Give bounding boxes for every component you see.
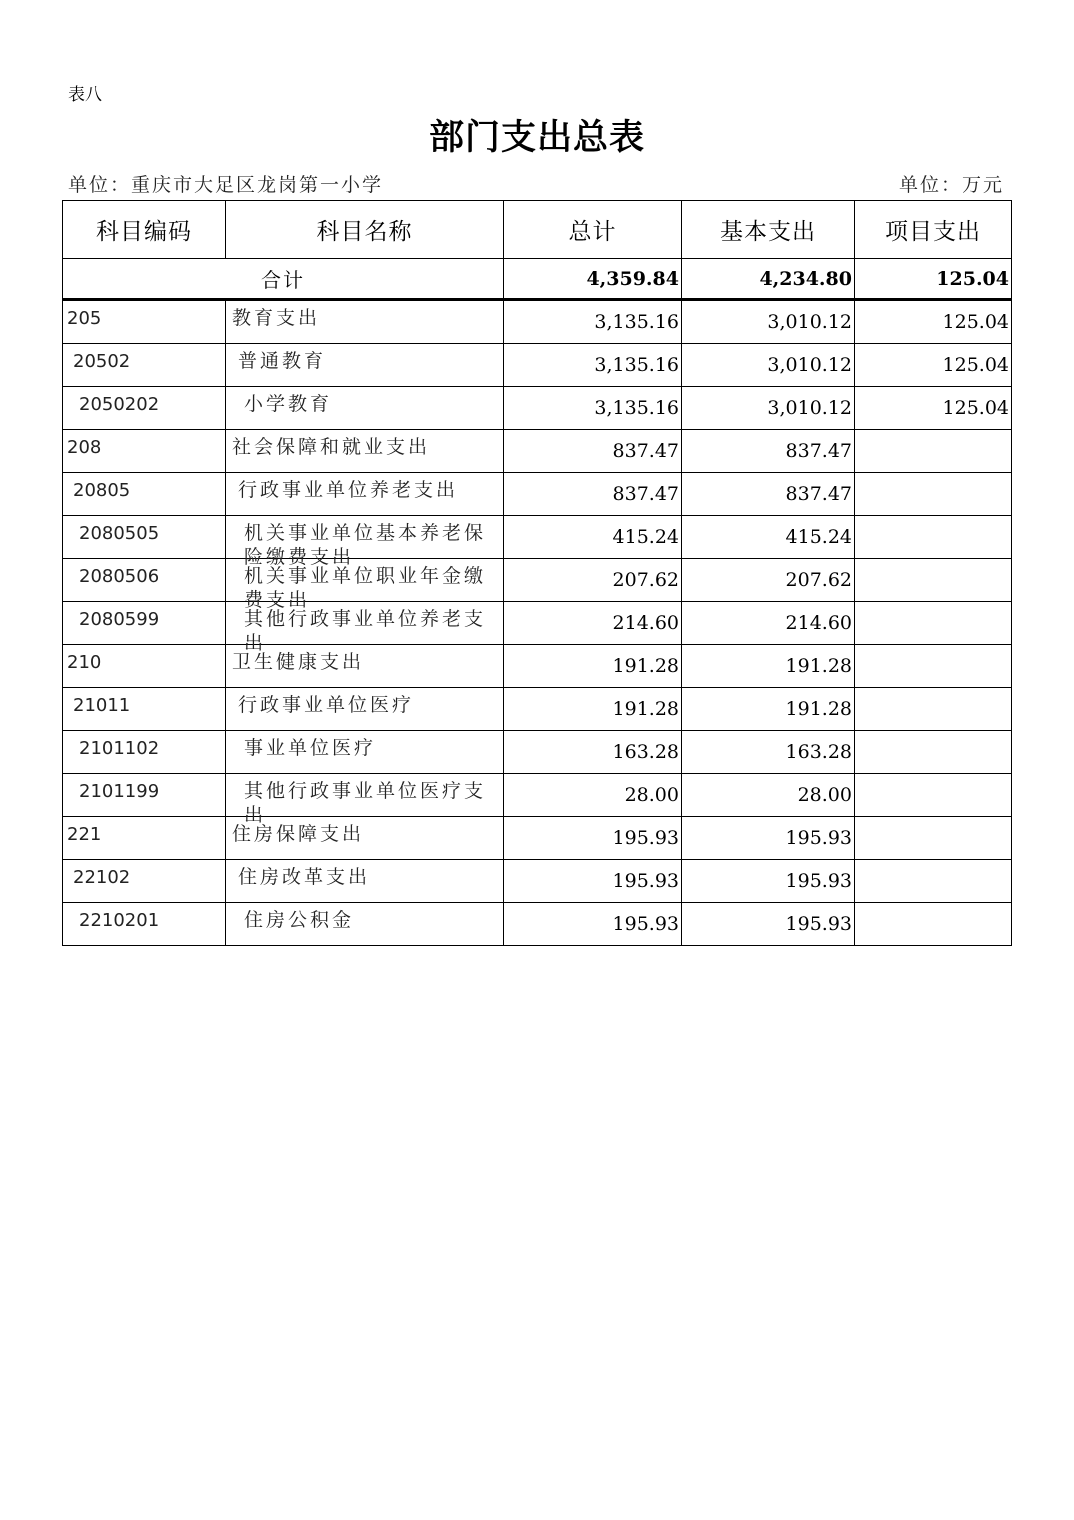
project-expenditure-cell bbox=[855, 817, 1012, 860]
column-header-total: 总计 bbox=[504, 201, 682, 259]
subject-code-cell: 2050202 bbox=[63, 387, 226, 430]
total-cell: 195.93 bbox=[504, 903, 682, 946]
subject-name-cell bbox=[226, 688, 504, 731]
subject-name-cell bbox=[226, 344, 504, 387]
basic-expenditure-cell: 191.28 bbox=[682, 688, 855, 731]
basic-expenditure-cell: 3,010.12 bbox=[682, 300, 855, 344]
subject-name-cell bbox=[226, 559, 504, 611]
table-number: 表八 bbox=[68, 85, 102, 105]
basic-expenditure-cell: 191.28 bbox=[682, 645, 855, 688]
subject-name-cell bbox=[226, 731, 504, 774]
project-expenditure-cell bbox=[855, 774, 1012, 817]
total-project-cell: 125.04 bbox=[855, 259, 1012, 300]
subject-name-text: 社会保障和就业支出 bbox=[232, 436, 431, 458]
basic-expenditure-cell: 214.60 bbox=[682, 602, 855, 645]
table-row bbox=[63, 387, 1012, 430]
subject-name-text: 住房公积金 bbox=[244, 909, 355, 931]
table-row bbox=[63, 817, 1012, 860]
basic-expenditure-cell: 28.00 bbox=[682, 774, 855, 817]
basic-expenditure-cell: 195.93 bbox=[682, 817, 855, 860]
subject-name-cell bbox=[226, 300, 504, 344]
table-row bbox=[63, 602, 1012, 645]
subject-name-text: 小学教育 bbox=[244, 393, 333, 415]
subject-code-cell: 2080505 bbox=[63, 516, 226, 559]
subject-code-cell: 2101199 bbox=[63, 774, 226, 817]
subject-code-cell: 2080599 bbox=[63, 602, 226, 645]
total-cell: 837.47 bbox=[504, 473, 682, 516]
project-expenditure-cell bbox=[855, 860, 1012, 903]
project-expenditure-cell bbox=[855, 430, 1012, 473]
subject-name-text: 教育支出 bbox=[232, 307, 321, 329]
basic-expenditure-cell: 415.24 bbox=[682, 516, 855, 559]
basic-expenditure-cell: 195.93 bbox=[682, 860, 855, 903]
basic-expenditure-cell: 163.28 bbox=[682, 731, 855, 774]
total-cell: 3,135.16 bbox=[504, 387, 682, 430]
basic-expenditure-cell: 3,010.12 bbox=[682, 344, 855, 387]
subject-name-text: 行政事业单位医疗 bbox=[238, 694, 415, 716]
subject-code-cell: 205 bbox=[63, 300, 226, 344]
subject-name-cell bbox=[226, 774, 504, 826]
subject-code-cell: 20805 bbox=[63, 473, 226, 516]
total-cell: 837.47 bbox=[504, 430, 682, 473]
subject-code-cell: 2210201 bbox=[63, 903, 226, 946]
project-expenditure-cell bbox=[855, 516, 1012, 559]
subject-name-text: 住房改革支出 bbox=[238, 866, 371, 888]
table-row bbox=[63, 688, 1012, 731]
subject-name-cell bbox=[226, 516, 504, 568]
project-expenditure-cell bbox=[855, 559, 1012, 602]
subject-code-cell: 221 bbox=[63, 817, 226, 860]
table-row bbox=[63, 344, 1012, 387]
subject-name-cell bbox=[226, 473, 504, 516]
subject-name-cell bbox=[226, 817, 504, 860]
subject-name-text: 住房保障支出 bbox=[232, 823, 365, 845]
subject-name-text: 其他行政事业单位养老支出 bbox=[244, 608, 487, 654]
subject-name-text: 行政事业单位养老支出 bbox=[238, 479, 459, 501]
table-row bbox=[63, 473, 1012, 516]
basic-expenditure-cell: 3,010.12 bbox=[682, 387, 855, 430]
subject-code-cell: 2101102 bbox=[63, 731, 226, 774]
table-row bbox=[63, 774, 1012, 817]
table-row bbox=[63, 731, 1012, 774]
project-expenditure-cell bbox=[855, 688, 1012, 731]
subject-name-text: 机关事业单位职业年金缴费支出 bbox=[244, 565, 487, 611]
table-header-row bbox=[63, 201, 1012, 259]
subject-name-text: 其他行政事业单位医疗支出 bbox=[244, 780, 487, 826]
subject-code-cell: 22102 bbox=[63, 860, 226, 903]
basic-expenditure-cell: 837.47 bbox=[682, 430, 855, 473]
subject-code-cell: 21011 bbox=[63, 688, 226, 731]
table-row bbox=[63, 430, 1012, 473]
total-row bbox=[63, 259, 1012, 300]
column-header-code: 科目编码 bbox=[63, 201, 226, 259]
project-expenditure-cell bbox=[855, 731, 1012, 774]
basic-expenditure-cell: 195.93 bbox=[682, 903, 855, 946]
subject-code-cell: 20502 bbox=[63, 344, 226, 387]
subject-name-text: 事业单位医疗 bbox=[244, 737, 377, 759]
subject-name-cell bbox=[226, 645, 504, 688]
total-cell: 163.28 bbox=[504, 731, 682, 774]
total-cell: 214.60 bbox=[504, 602, 682, 645]
subject-name-cell bbox=[226, 602, 504, 654]
subject-name-cell bbox=[226, 430, 504, 473]
column-header-basic: 基本支出 bbox=[682, 201, 855, 259]
subject-name-cell bbox=[226, 387, 504, 430]
total-basic-cell: 4,234.80 bbox=[682, 259, 855, 300]
column-header-project: 项目支出 bbox=[855, 201, 1012, 259]
subject-code-cell: 210 bbox=[63, 645, 226, 688]
subject-code-cell: 208 bbox=[63, 430, 226, 473]
project-expenditure-cell bbox=[855, 645, 1012, 688]
total-cell: 3,135.16 bbox=[504, 300, 682, 344]
total-cell: 28.00 bbox=[504, 774, 682, 817]
total-cell: 191.28 bbox=[504, 645, 682, 688]
project-expenditure-cell bbox=[855, 903, 1012, 946]
project-expenditure-cell bbox=[855, 602, 1012, 645]
basic-expenditure-cell: 837.47 bbox=[682, 473, 855, 516]
total-cell: 195.93 bbox=[504, 817, 682, 860]
table-row bbox=[63, 645, 1012, 688]
subject-name-text: 卫生健康支出 bbox=[232, 651, 365, 673]
project-expenditure-cell bbox=[855, 473, 1012, 516]
table-row bbox=[63, 903, 1012, 946]
subject-code-cell: 2080506 bbox=[63, 559, 226, 602]
project-expenditure-cell: 125.04 bbox=[855, 300, 1012, 344]
table-row bbox=[63, 516, 1012, 559]
subject-name-text: 普通教育 bbox=[238, 350, 327, 372]
table-row bbox=[63, 300, 1012, 344]
total-cell: 195.93 bbox=[504, 860, 682, 903]
organization-unit: 单位：重庆市大足区龙岗第一小学 bbox=[68, 174, 384, 196]
project-expenditure-cell: 125.04 bbox=[855, 344, 1012, 387]
currency-unit: 单位：万元 bbox=[898, 174, 1004, 196]
total-cell: 207.62 bbox=[504, 559, 682, 602]
subject-name-cell bbox=[226, 860, 504, 903]
total-label: 合计 bbox=[63, 259, 504, 300]
total-cell: 415.24 bbox=[504, 516, 682, 559]
column-header-name: 科目名称 bbox=[226, 201, 504, 259]
project-expenditure-cell: 125.04 bbox=[855, 387, 1012, 430]
total-cell: 191.28 bbox=[504, 688, 682, 731]
table-row bbox=[63, 559, 1012, 602]
total-sum-cell: 4,359.84 bbox=[504, 259, 682, 300]
table-row bbox=[63, 860, 1012, 903]
expenditure-table bbox=[62, 200, 1012, 946]
total-cell: 3,135.16 bbox=[504, 344, 682, 387]
basic-expenditure-cell: 207.62 bbox=[682, 559, 855, 602]
subject-name-text: 机关事业单位基本养老保险缴费支出 bbox=[244, 522, 487, 568]
subject-name-cell bbox=[226, 903, 504, 946]
page-title: 部门支出总表 bbox=[428, 117, 645, 158]
